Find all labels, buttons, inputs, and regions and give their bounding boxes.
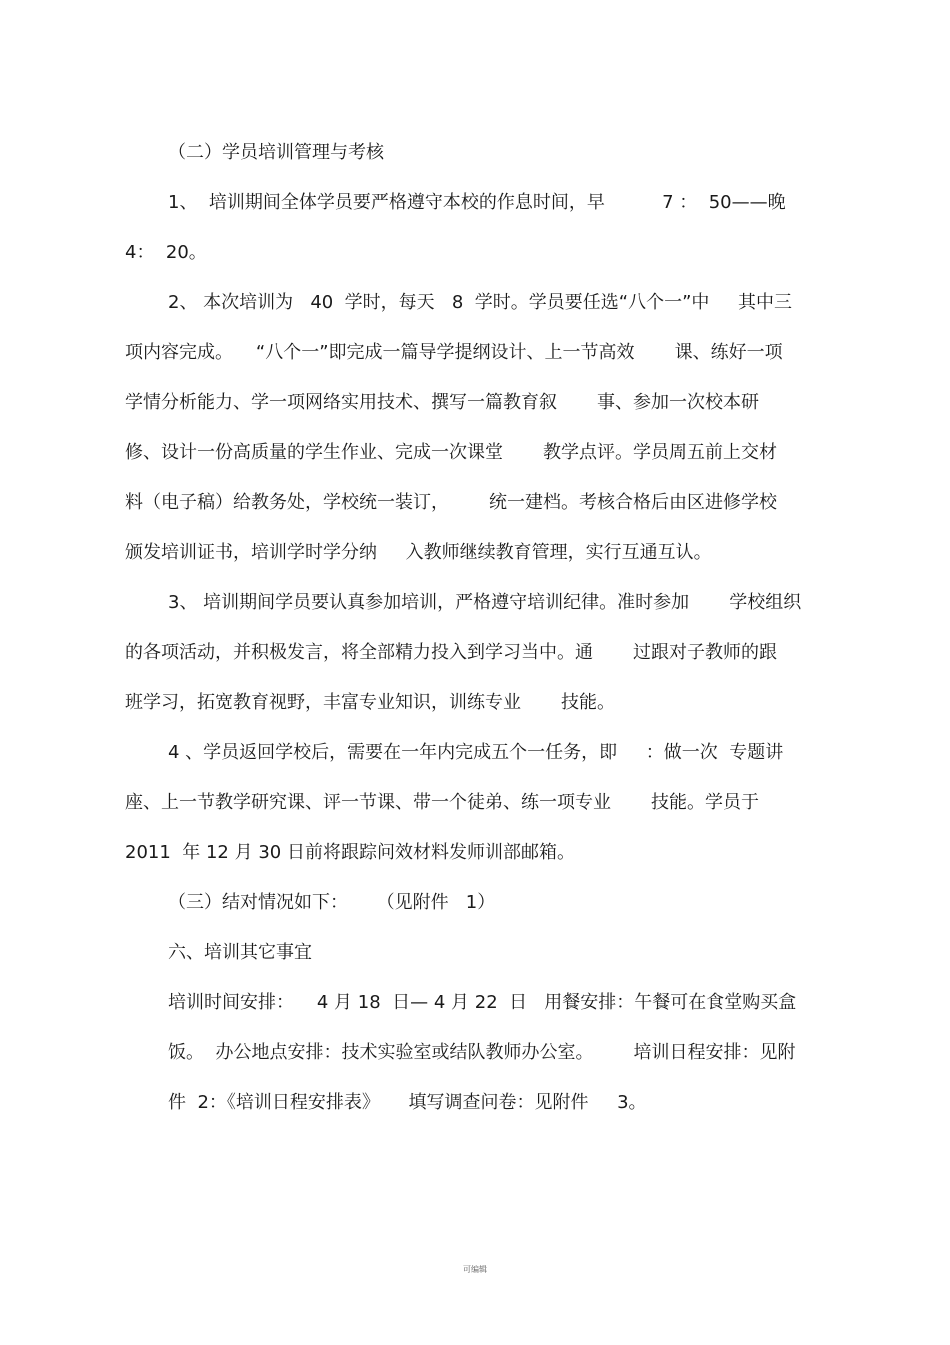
section-heading-2: （二）学员培训管理与考核 [168, 142, 384, 163]
paragraph-line: 颁发培训证书，培训学时学分纳 入教师继续教育管理，实行互通互认。 [125, 542, 712, 563]
paragraph-line: 项内容完成。 “八个一”即完成一篇导学提纲设计、上一节高效 课、练好一项 [125, 342, 783, 363]
paragraph-line: 4： 20。 [125, 242, 207, 263]
paragraph-line: 饭。 办公地点安排：技术实验室或结队教师办公室。 培训日程安排：见附 [168, 1042, 796, 1063]
paragraph-line: 的各项活动，并积极发言，将全部精力投入到学习当中。通 过跟对子教师的跟 [125, 642, 778, 663]
paragraph-line: 学情分析能力、学一项网络实用技术、撰写一篇教育叙 事、参加一次校本研 [125, 392, 760, 413]
paragraph-line: 料（电子稿）给教务处，学校统一装订， 统一建档。考核合格后由区进修学校 [125, 492, 778, 513]
paragraph-line: 修、设计一份高质量的学生作业、完成一次课堂 教学点评。学员周五前上交材 [125, 442, 778, 463]
section-heading-3: （三）结对情况如下： （见附件 1） [168, 892, 496, 913]
paragraph-line: 4 、学员返回学校后，需要在一年内完成五个一任务，即 ：做一次 专题讲 [168, 742, 784, 763]
paragraph-line: 2011 年 12 月 30 日前将跟踪问效材料发师训部邮箱。 [125, 842, 575, 863]
paragraph-line: 班学习，拓宽教育视野，丰富专业知识，训练专业 技能。 [125, 692, 616, 713]
paragraph-line: 座、上一节教学研究课、评一节课、带一个徒弟、练一项专业 技能。学员于 [125, 792, 760, 813]
section-heading-6: 六、培训其它事宜 [168, 942, 312, 963]
paragraph-line: 培训时间安排： 4 月 18 日— 4 月 22 日 用餐安排：午餐可在食堂购买盒 [168, 992, 797, 1013]
paragraph-line: 3、 培训期间学员要认真参加培训，严格遵守培训纪律。准时参加 学校组织 [168, 592, 802, 613]
page-footer: 可编辑 [463, 1265, 487, 1274]
paragraph-line: 2、 本次培训为 40 学时，每天 8 学时。学员要任选“八个一”中 其中三 [168, 292, 793, 313]
paragraph-line: 件 2：《培训日程安排表》 填写调查问卷：见附件 3。 [168, 1092, 647, 1113]
paragraph-line: 1、 培训期间全体学员要严格遵守本校的作息时间，早 7 ： 50——晚 [168, 192, 786, 213]
